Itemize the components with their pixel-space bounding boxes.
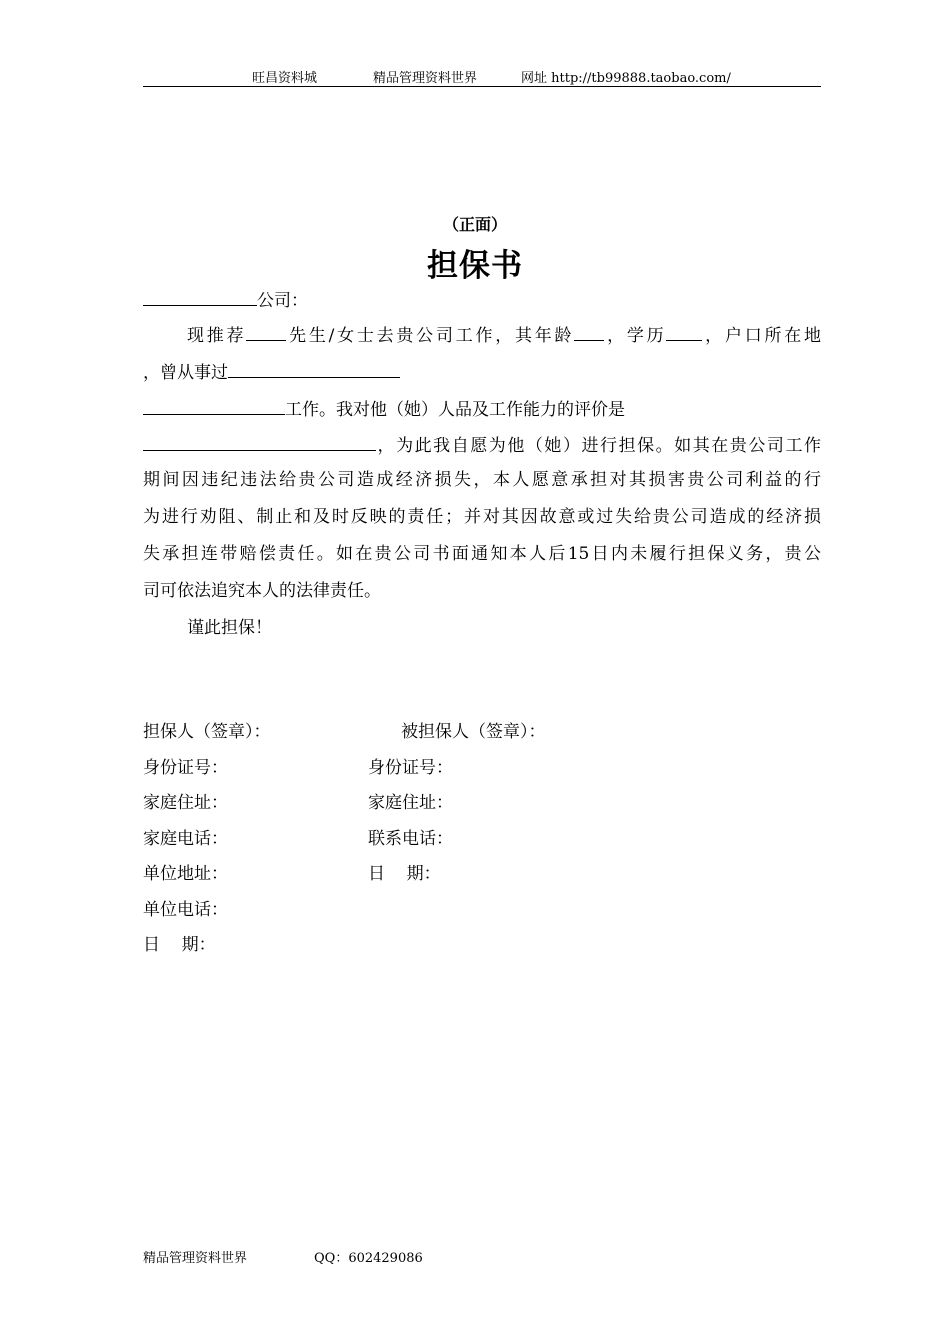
text-evaluation: 工作。我对他（她）人品及工作能力的评价是 (285, 400, 625, 420)
text-recommend: 现推荐 (187, 326, 247, 346)
addressee-line (143, 286, 308, 313)
sig-left-address: 家庭住址： (143, 793, 228, 813)
sig-left-id: 身份证号： (143, 758, 228, 778)
paragraph-line-3 (143, 395, 625, 422)
text-guarantee: ，为此我自愿为他（她）进行担保。如其在贵公司工作 (376, 436, 821, 456)
paragraph-line-2 (143, 358, 400, 385)
job-blank (143, 395, 285, 415)
sig-right-guaranteed: 被担保人（签章）： (401, 722, 546, 742)
footer-world-name: 精品管理资料世界 (143, 1251, 248, 1266)
closing-line: 谨此担保！ (187, 618, 272, 638)
page-header (143, 66, 821, 87)
paragraph-line-7: 失承担连带赔偿责任。如在贵公司书面通知本人后15日内未履行担保义务，贵公 (143, 544, 821, 564)
addressee-text: 公司： (257, 291, 308, 311)
paragraph-line-6: 为进行劝阻、制止和及时反映的责任；并对其因故意或过失给贵公司造成的经济损 (143, 507, 821, 527)
sig-left-phone: 家庭电话： (143, 829, 228, 849)
header-url: 网址 http://tb99888.taobao.com/ (521, 71, 731, 86)
age-blank (574, 321, 604, 341)
paragraph-line-8: 司可依法追究本人的法律责任。 (143, 581, 381, 601)
sig-left-guarantor: 担保人（签章）： (143, 722, 271, 742)
paragraph-line-4 (143, 431, 821, 458)
sig-right-phone: 联系电话： (368, 829, 453, 849)
experience-blank (228, 358, 400, 378)
doc-subtitle: （正面） (442, 215, 507, 234)
page-footer (143, 1247, 423, 1266)
paragraph-line-5: 期间因违纪违法给贵公司造成经济损失，本人愿意承担对其损害贵公司利益的行 (143, 470, 821, 490)
sig-left-work-address: 单位地址： (143, 864, 228, 884)
sig-right-date: 日 期： (368, 864, 441, 884)
sig-left-date: 日 期： (143, 935, 216, 955)
company-blank (143, 286, 257, 306)
paragraph-line-1 (143, 321, 821, 348)
sig-left-work-phone: 单位电话： (143, 900, 228, 920)
footer-qq: QQ：602429086 (314, 1251, 423, 1266)
doc-title: 担保书 (427, 248, 523, 284)
evaluation-blank (143, 431, 376, 451)
header-shop-name: 旺昌资料城 (252, 71, 318, 86)
sig-right-address: 家庭住址： (368, 793, 453, 813)
text-experience: ，曾从事过 (143, 363, 228, 383)
education-blank (666, 321, 702, 341)
text-education: ，学历 (604, 326, 667, 346)
name-blank (246, 321, 286, 341)
text-hukou: ，户口所在地 (702, 326, 822, 346)
sig-right-id: 身份证号： (368, 758, 453, 778)
header-world-name: 精品管理资料世界 (373, 71, 478, 86)
text-gender-age: 先生/女士去贵公司工作，其年龄 (286, 326, 575, 346)
